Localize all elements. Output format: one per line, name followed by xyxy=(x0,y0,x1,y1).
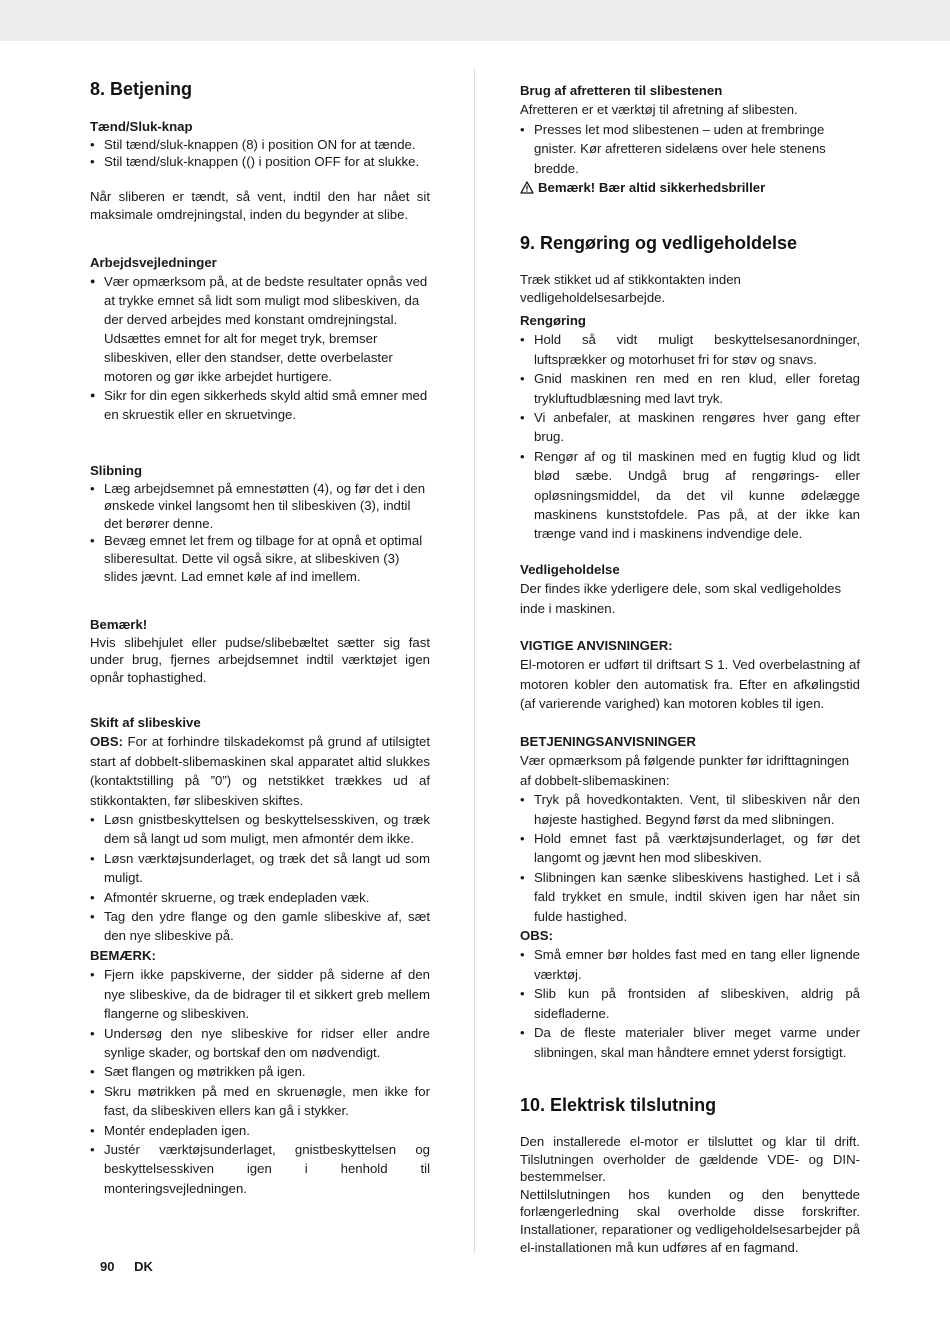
list-item: • Vi anbefaler, at maskinen rengøres hver gang efter brug. xyxy=(520,408,860,447)
section-8-title: 8. Betjening xyxy=(90,79,193,99)
important-paragraph: El-motoren er udført til driftsart S 1. Ved overbelastning af motoren kobler den automatisk fra. Efter en afkølingstid (af varierende varighed) kan motoren kobles til igen. xyxy=(520,657,860,712)
list-item: • Slibningen kan sænke slibeskivens hastighed. Let i så fald trykket en smule, indtil skiven igen har nået sin fulde hastighed. xyxy=(520,868,860,926)
section-9-title: 9. Rengøring og vedligeholdelse xyxy=(520,233,798,253)
list-item: • Stil tænd/sluk-knappen (8) i position ON for at tænde. xyxy=(90,136,430,154)
operating-paragraph: Vær opmærksom på følgende punkter før idrifttagningen af dobbelt-slibemaskinen: xyxy=(520,753,850,788)
maintenance-heading: Vedligeholdelse xyxy=(520,562,620,577)
section-10-paragraph-2: Nettilslutningen hos kunden og den benyttede forlængerledning skal overholde disse forskrifter. Installationer, reparationer og vedligeholdelsesarbejder på el-installationen må kun udføres af en fagmand. xyxy=(520,1186,860,1255)
operating-block xyxy=(520,732,860,1062)
onoff-block xyxy=(90,118,430,171)
grinding-heading: Slibning xyxy=(90,463,143,478)
operating-list xyxy=(520,790,860,926)
dresser-paragraph: Afretteren er et værktøj til afretning af slibesten. xyxy=(520,102,798,118)
note-heading: Bemærk! xyxy=(90,617,148,632)
cleaning-list xyxy=(520,330,860,543)
warning-icon xyxy=(520,181,534,194)
list-item: • Rengør af og til maskinen med en fugtig klud og lidt blød sæbe. Undgå brug af rengørings- eller opløsningsmiddel, da det vil kunne ødelægge maskinens kunststofdele. Pas på, at der ikke kan trænge vand ind i maskinens indvendige dele. xyxy=(520,447,860,544)
list-item: • Tag den ydre flange og den gamle slibeskive af, sæt den nye slibeskive på. xyxy=(90,907,430,946)
change-obs-paragraph xyxy=(90,732,430,810)
list-item: • Løsn gnistbeskyttelsen og beskyttelsesskiven, og træk dem så langt ud som muligt, men afmontér dem ikke. xyxy=(90,810,430,849)
list-item: • Da de fleste materialer bliver meget varme under slibningen, skal man håndtere emnet yderst forsigtigt. xyxy=(520,1023,860,1062)
list-item: • Presses let mod slibestenen – uden at frembringe gnister. Kør afretteren sidelæns over hele stenens bredde. xyxy=(520,120,860,178)
maintenance-block xyxy=(520,560,860,618)
cleaning-heading: Rengøring xyxy=(520,313,586,328)
work-block xyxy=(90,253,430,424)
list-item: • Skru møtrikken på med en skruenøgle, men ikke for fast, da slibeskiven ellers kan gå i stykker. xyxy=(90,1082,430,1121)
onoff-heading: Tænd/Sluk-knap xyxy=(90,119,193,134)
onoff-paragraph: Når sliberen er tændt, så vent, indtil den har nået sit maksimale omdrejningstal, inden du begynder at slibe. xyxy=(90,189,430,222)
list-item: • Små emner bør holdes fast med en tang eller lignende værktøj. xyxy=(520,945,860,984)
list-item: • Fjern ikke papskiverne, der sidder på siderne af den nye slibeskive, da de bidrager til et sikkert greb mellem flangerne og slibeskiven. xyxy=(90,965,430,1023)
page-footer xyxy=(100,1257,169,1276)
cleaning-block xyxy=(520,311,860,544)
list-item: • Stil tænd/sluk-knappen (() i position OFF for at slukke. xyxy=(90,153,430,171)
column-divider xyxy=(474,68,475,1253)
top-bar xyxy=(0,0,950,41)
operating-list-2 xyxy=(520,945,860,1061)
list-item: ● Sikr for din egen sikkerheds skyld altid små emner med en skruestik eller en skruetvinge. xyxy=(90,386,430,424)
change-note-label: BEMÆRK: xyxy=(90,947,156,963)
operating-obs-label: OBS: xyxy=(520,928,553,944)
grinding-list xyxy=(90,480,430,586)
list-item: • Løsn værktøjsunderlaget, og træk det så langt ud som muligt. xyxy=(90,849,430,888)
obs-text: For at forhindre tilskadekomst på grund af utilsigtet start af dobbelt-slibemaskinen skal apparatet altid slukkes (kontaktstilling på ”0”) og netstikket trækkes ud af stikkontakten, før slibeskiven skiftes. xyxy=(90,734,430,808)
maintenance-paragraph: Der findes ikke yderligere dele, som skal vedligeholdes inde i maskinen. xyxy=(520,581,842,616)
list-item: • Læg arbejdsemnet på emnestøtten (4), og før det i den ønskede vinkel langsomt hen til slibeskiven (3), indtil det berører denne. xyxy=(90,480,430,533)
change-list xyxy=(90,810,430,946)
important-heading: VIGTIGE ANVISNINGER: xyxy=(520,638,673,653)
language-code: DK xyxy=(134,1259,153,1274)
section-10-block xyxy=(520,1133,860,1256)
section-10-title: 10. Elektrisk tilslutning xyxy=(520,1095,717,1115)
change-heading: Skift af slibeskive xyxy=(90,715,201,730)
list-item: • Slib kun på frontsiden af slibeskiven, aldrig på sidefladerne. xyxy=(520,984,860,1023)
list-item: • Sæt flangen og møtrikken på igen. xyxy=(90,1062,430,1081)
change-block xyxy=(90,713,430,1198)
list-item: • Gnid maskinen ren med en ren klud, eller foretag trykluftudblæsning med lavt tryk. xyxy=(520,369,860,408)
important-block xyxy=(520,636,860,714)
dresser-block xyxy=(520,81,860,197)
obs-label: OBS: xyxy=(90,734,123,750)
note-block xyxy=(90,616,430,686)
list-item: • Justér værktøjsunderlaget, gnistbeskyttelsen og beskyttelsesskiven igen i henhold til monteringsvejledningen. xyxy=(90,1140,430,1198)
work-heading: Arbejdsvejledninger xyxy=(90,255,217,270)
dresser-warning xyxy=(520,178,860,197)
list-item: • Montér endepladen igen. xyxy=(90,1121,430,1140)
section-10-paragraph-1: Den installerede el-motor er tilsluttet og klar til drift. Tilslutningen overholder de gældende VDE- og DIN-bestemmelser. xyxy=(520,1134,860,1185)
warning-text: Bemærk! Bær altid sikkerhedsbriller xyxy=(538,180,766,196)
list-item: ● Vær opmærksom på, at de bedste resultater opnås ved at trykke emnet så lidt som muligt mod slibeskiven, da der derved arbejdes med konstant omdrejningstal. Udsættes emnet for alt for meget tryk, bremser slibeskiven, eller den standser, dette overbelaster motoren og gør ikke arbejdet hurtigere. xyxy=(90,272,430,386)
list-item: • Undersøg den nye slibeskive for ridser eller andre synlige skader, og bortskaf den om nødvendigt. xyxy=(90,1024,430,1063)
onoff-list xyxy=(90,136,430,171)
section-9-intro: Træk stikket ud af stikkontakten inden vedligeholdelsesarbejde. xyxy=(520,272,741,305)
list-item: • Bevæg emnet let frem og tilbage for at opnå et optimal sliberesultat. Dette vil også sikre, at slibeskiven (3) slides jævnt. Lad emnet køle af ind imellem. xyxy=(90,532,430,585)
list-item: • Hold emnet fast på værktøjsunderlaget, og før det langomt og jævnt hen mod slibeskiven. xyxy=(520,829,860,868)
grinding-block xyxy=(90,462,430,585)
list-item: • Tryk på hovedkontakten. Vent, til slibeskiven når den højeste hastighed. Begynd først da med slibningen. xyxy=(520,790,860,829)
page-number: 90 xyxy=(100,1259,115,1274)
work-list xyxy=(90,272,430,424)
dresser-heading: Brug af afretteren til slibestenen xyxy=(520,83,723,98)
dresser-list xyxy=(520,120,860,178)
list-item: • Hold så vidt muligt beskyttelsesanordninger, luftsprækker og motorhuset fri for støv og snavs. xyxy=(520,330,860,369)
change-list-2 xyxy=(90,965,430,1198)
note-paragraph: Hvis slibehjulet eller pudse/slibebæltet sætter sig fast under brug, fjernes arbejdsemnet indtil værktøjet igen opnår tophastighed. xyxy=(90,634,430,685)
list-item: • Afmontér skruerne, og træk endepladen væk. xyxy=(90,888,430,907)
operating-heading: BETJENINGSANVISNINGER xyxy=(520,734,696,749)
